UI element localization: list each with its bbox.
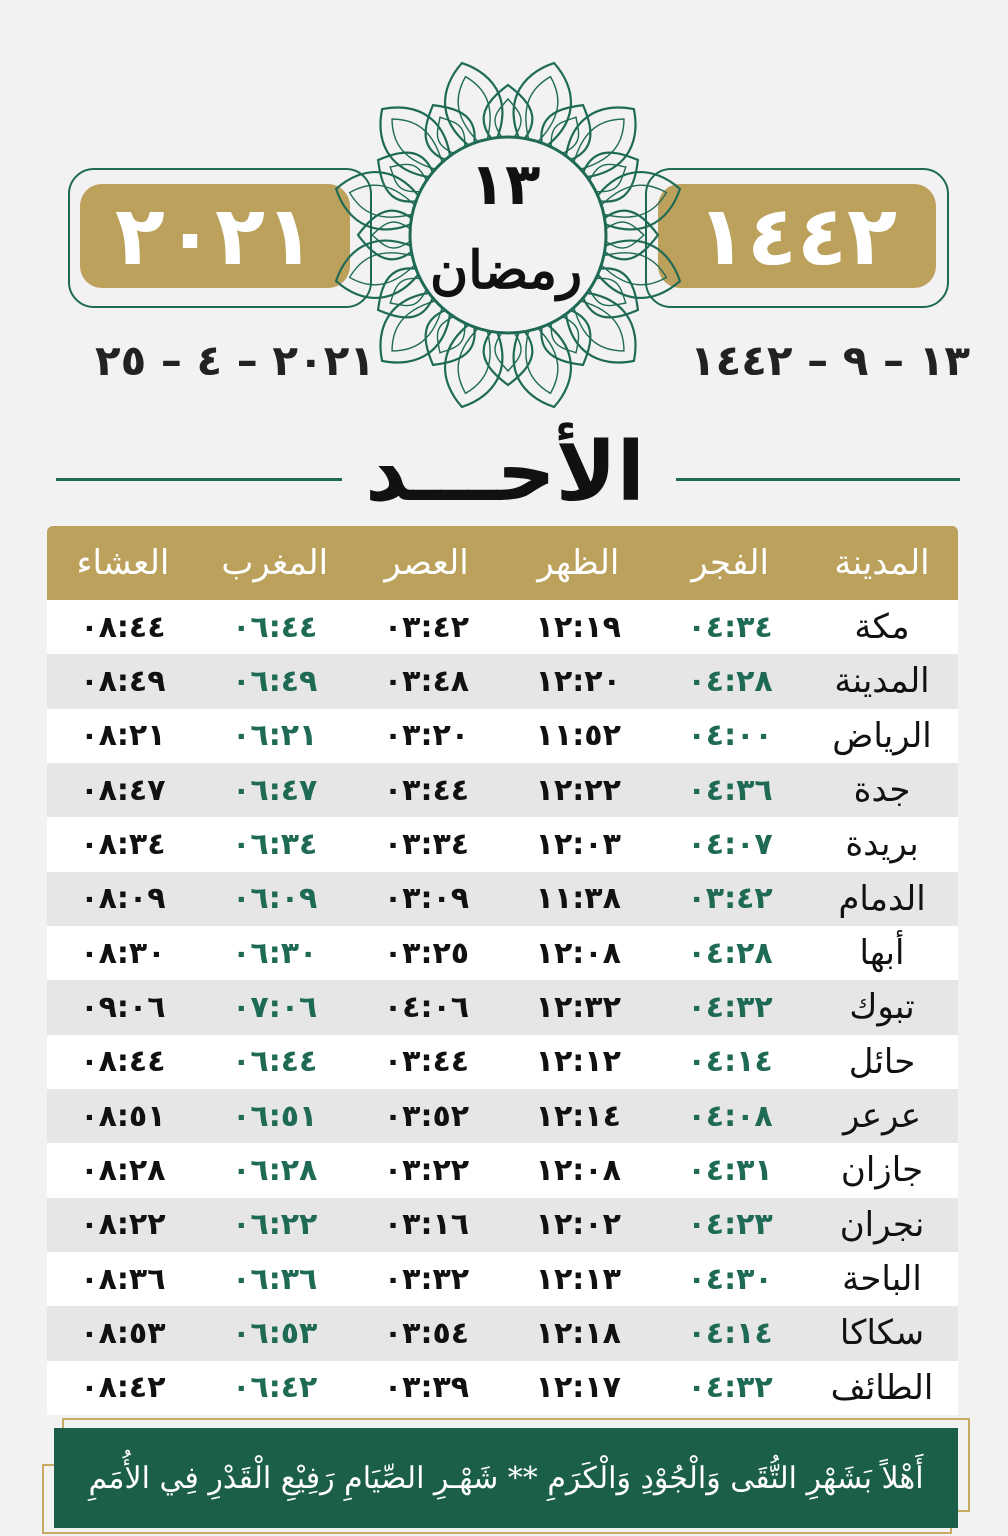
divider-left bbox=[56, 478, 342, 481]
table-row bbox=[47, 1252, 958, 1306]
cell-isha: ٠٨:٤٩ bbox=[80, 663, 166, 699]
cell-maghrib: ٠٦:٤٧ bbox=[232, 772, 318, 808]
gregorian-year: ٢٠٢١ bbox=[80, 184, 350, 288]
cell-fajr: ٠٤:١٤ bbox=[687, 1044, 773, 1080]
cell-city: المدينة bbox=[834, 661, 930, 702]
cell-isha: ٠٨:٤٤ bbox=[80, 609, 166, 645]
cell-city: الرياض bbox=[832, 715, 932, 756]
verse-banner: أَهْلاً بَشَهْرِ التُّقَى وَالْجُوْدِ وَالْكَرَمِ ** شَهْـرِ الصِّيَامِ رَفِيْعِ الْقَدْرِ فِي الأُمَمِ bbox=[54, 1428, 958, 1528]
cell-dhuhr: ١٢:٠٨ bbox=[535, 935, 621, 971]
cell-city: مكة bbox=[854, 607, 910, 648]
cell-city: عرعر bbox=[842, 1096, 922, 1137]
cell-fajr: ٠٤:٢٣ bbox=[687, 1207, 773, 1243]
cell-maghrib: ٠٦:٠٩ bbox=[232, 881, 318, 917]
cell-dhuhr: ١٢:١٤ bbox=[535, 1098, 621, 1134]
cell-isha: ٠٨:٢٢ bbox=[80, 1207, 166, 1243]
header-asr: العصر bbox=[384, 543, 469, 583]
cell-dhuhr: ١٢:٢٢ bbox=[535, 772, 621, 808]
cell-asr: ٠٣:١٦ bbox=[383, 1207, 470, 1243]
cell-fajr: ٠٤:١٤ bbox=[687, 1315, 773, 1351]
cell-city: جدة bbox=[853, 770, 911, 811]
cell-dhuhr: ١٢:١٩ bbox=[535, 609, 621, 645]
cell-maghrib: ٠٦:٢٢ bbox=[232, 1207, 318, 1243]
table-body bbox=[47, 600, 958, 1415]
cell-isha: ٠٨:٢٨ bbox=[80, 1152, 166, 1188]
cell-maghrib: ٠٦:٤٢ bbox=[232, 1370, 318, 1406]
cell-asr: ٠٤:٠٦ bbox=[383, 989, 470, 1025]
cell-city: الباحة bbox=[842, 1259, 922, 1300]
table-row bbox=[47, 654, 958, 708]
cell-maghrib: ٠٦:٢١ bbox=[232, 718, 318, 754]
ramadan-day-number: ١٣ bbox=[469, 150, 541, 218]
cell-isha: ٠٩:٠٦ bbox=[80, 989, 166, 1025]
cell-fajr: ٠٤:٢٨ bbox=[687, 935, 773, 971]
table-row bbox=[47, 1361, 958, 1415]
cell-dhuhr: ١١:٣٨ bbox=[535, 881, 621, 917]
cell-asr: ٠٣:٠٩ bbox=[383, 881, 470, 917]
table-header bbox=[47, 526, 958, 600]
hijri-year: ١٤٤٢ bbox=[658, 184, 936, 288]
cell-maghrib: ٠٦:٣٦ bbox=[232, 1261, 318, 1297]
cell-fajr: ٠٤:٠٠ bbox=[687, 718, 773, 754]
cell-fajr: ٠٤:٣١ bbox=[687, 1152, 773, 1188]
cell-asr: ٠٣:٥٤ bbox=[383, 1315, 470, 1351]
header-isha: العشاء bbox=[76, 543, 170, 583]
cell-fajr: ٠٤:٠٨ bbox=[687, 1098, 773, 1134]
cell-maghrib: ٠٧:٠٦ bbox=[232, 989, 318, 1025]
cell-dhuhr: ١٢:١٢ bbox=[535, 1044, 621, 1080]
cell-isha: ٠٨:٤٧ bbox=[80, 772, 166, 808]
cell-fajr: ٠٣:٤٢ bbox=[687, 881, 773, 917]
cell-city: بريدة bbox=[845, 824, 919, 865]
cell-isha: ٠٨:٢١ bbox=[80, 718, 166, 754]
table-row bbox=[47, 709, 958, 763]
cell-dhuhr: ١٢:١٣ bbox=[535, 1261, 621, 1297]
table-row bbox=[47, 926, 958, 980]
table-row bbox=[47, 1306, 958, 1360]
cell-city: الدمام bbox=[838, 878, 926, 919]
header-city: المدينة bbox=[834, 543, 930, 583]
cell-maghrib: ٠٦:٢٨ bbox=[232, 1152, 318, 1188]
table-row bbox=[47, 1035, 958, 1089]
cell-city: جازان bbox=[840, 1150, 924, 1191]
table-row bbox=[47, 763, 958, 817]
cell-maghrib: ٠٦:٤٤ bbox=[232, 1044, 318, 1080]
rosette-ornament-icon bbox=[330, 55, 686, 415]
cell-city: أبها bbox=[859, 933, 905, 974]
cell-maghrib: ٠٦:٥٣ bbox=[232, 1315, 318, 1351]
month-name: رمضان bbox=[430, 240, 583, 301]
prayer-times-table bbox=[47, 526, 958, 1415]
cell-fajr: ٠٤:٣٠ bbox=[687, 1261, 773, 1297]
cell-dhuhr: ١٢:٠٢ bbox=[535, 1207, 621, 1243]
cell-asr: ٠٣:٥٢ bbox=[383, 1098, 470, 1134]
cell-dhuhr: ١٢:٢٠ bbox=[535, 663, 621, 699]
cell-isha: ٠٨:٥٣ bbox=[80, 1315, 166, 1351]
cell-asr: ٠٣:٣٢ bbox=[383, 1261, 470, 1297]
cell-asr: ٠٣:٢٢ bbox=[383, 1152, 470, 1188]
header-maghrib: المغرب bbox=[221, 543, 329, 583]
cell-isha: ٠٨:٣٦ bbox=[80, 1261, 166, 1297]
cell-maghrib: ٠٦:٣٠ bbox=[232, 935, 318, 971]
cell-isha: ٠٨:٤٤ bbox=[80, 1044, 166, 1080]
table-row bbox=[47, 600, 958, 654]
cell-city: تبوك bbox=[849, 987, 915, 1028]
cell-isha: ٠٨:٣٠ bbox=[80, 935, 166, 971]
cell-fajr: ٠٤:٣٢ bbox=[687, 1370, 773, 1406]
table-row bbox=[47, 1089, 958, 1143]
cell-asr: ٠٣:٢٥ bbox=[383, 935, 470, 971]
hijri-date: ١٣ – ٩ – ١٤٤٢ bbox=[690, 336, 970, 385]
day-name: الأحـــد bbox=[365, 425, 645, 520]
cell-asr: ٠٣:٣٩ bbox=[383, 1370, 470, 1406]
table-row bbox=[47, 872, 958, 926]
cell-isha: ٠٨:٣٤ bbox=[80, 826, 166, 862]
cell-fajr: ٠٤:٣٤ bbox=[687, 609, 773, 645]
divider-right bbox=[676, 478, 960, 481]
header-dhuhr: الظهر bbox=[537, 543, 620, 583]
cell-city: حائل bbox=[848, 1041, 916, 1082]
table-row bbox=[47, 817, 958, 871]
cell-dhuhr: ١٢:١٧ bbox=[535, 1370, 621, 1406]
gregorian-date: ٢٠٢١ – ٤ – ٢٥ bbox=[95, 336, 375, 385]
cell-dhuhr: ١٢:٣٢ bbox=[535, 989, 621, 1025]
cell-asr: ٠٣:٤٤ bbox=[383, 1044, 470, 1080]
cell-isha: ٠٨:٠٩ bbox=[80, 881, 166, 917]
cell-dhuhr: ١٢:٠٨ bbox=[535, 1152, 621, 1188]
cell-isha: ٠٨:٤٢ bbox=[80, 1370, 166, 1406]
cell-dhuhr: ١٢:١٨ bbox=[535, 1315, 621, 1351]
cell-fajr: ٠٤:٢٨ bbox=[687, 663, 773, 699]
cell-dhuhr: ١١:٥٢ bbox=[535, 718, 621, 754]
cell-maghrib: ٠٦:٤٤ bbox=[232, 609, 318, 645]
cell-dhuhr: ١٢:٠٣ bbox=[535, 826, 621, 862]
cell-asr: ٠٣:٤٤ bbox=[383, 772, 470, 808]
cell-asr: ٠٣:٢٠ bbox=[383, 718, 470, 754]
cell-city: الطائف bbox=[830, 1367, 934, 1408]
cell-fajr: ٠٤:٣٢ bbox=[687, 989, 773, 1025]
cell-maghrib: ٠٦:٥١ bbox=[232, 1098, 318, 1134]
header-fajr: الفجر bbox=[691, 543, 769, 583]
cell-isha: ٠٨:٥١ bbox=[80, 1098, 166, 1134]
cell-asr: ٠٣:٤٨ bbox=[383, 663, 470, 699]
cell-fajr: ٠٤:٣٦ bbox=[687, 772, 773, 808]
cell-city: سكاكا bbox=[839, 1313, 925, 1354]
cell-city: نجران bbox=[839, 1204, 925, 1245]
cell-fajr: ٠٤:٠٧ bbox=[687, 826, 773, 862]
cell-maghrib: ٠٦:٤٩ bbox=[232, 663, 318, 699]
table-row bbox=[47, 1143, 958, 1197]
table-row bbox=[47, 980, 958, 1034]
table-row bbox=[47, 1198, 958, 1252]
cell-asr: ٠٣:٣٤ bbox=[383, 826, 470, 862]
cell-asr: ٠٣:٤٢ bbox=[383, 609, 470, 645]
cell-maghrib: ٠٦:٣٤ bbox=[232, 826, 318, 862]
